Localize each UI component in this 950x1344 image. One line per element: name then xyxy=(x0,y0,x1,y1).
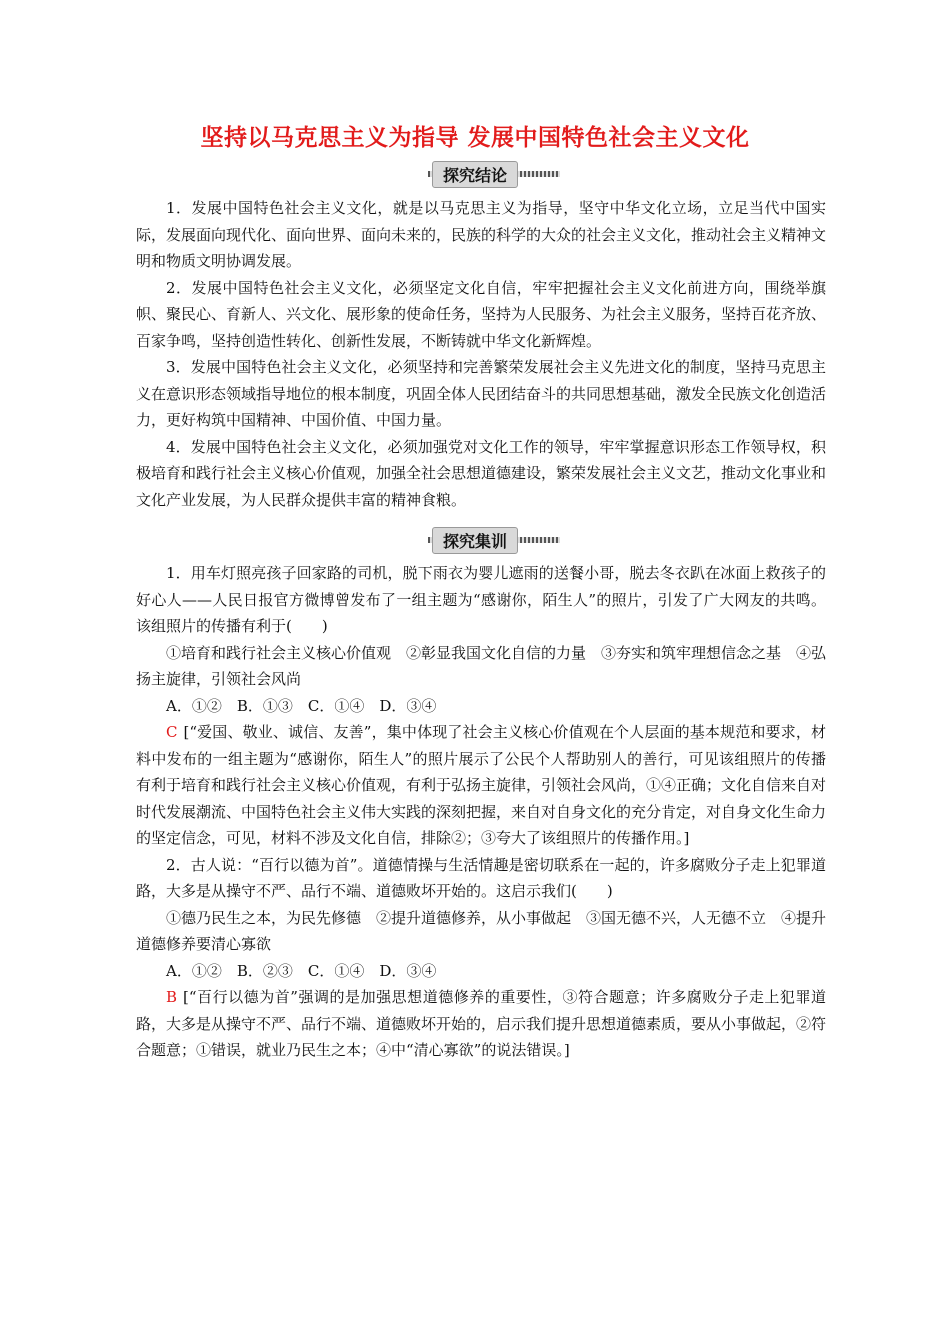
conclusion-item-2: 2．发展中国特色社会主义文化，必须坚定文化自信，牢牢把握社会主义文化前进方向，围绕举旗帜、聚民心、育新人、兴文化、展形象的使命任务，坚持为人民服务、为社会主义服务，坚持百花齐放、百家争鸣，坚持创造性转化、创新性发展，不断铸就中华文化新辉煌。 xyxy=(136,278,827,350)
question-1-options: A．①② B．①③ C．①④ D．③④ xyxy=(166,696,437,715)
question-2-options: A．①② B．②③ C．①④ D．③④ xyxy=(166,961,437,980)
section-header-conclusion xyxy=(0,160,950,188)
question-2-answer: B xyxy=(166,988,178,1006)
question-2-items: ①德乃民生之本，为民先修德 ②提升道德修养，从小事做起 ③国无德不兴，人无德不立 ④提升道德修养要清心寡欲 xyxy=(136,908,827,953)
question-2-explanation xyxy=(136,984,826,1064)
question-2-explanation-text: [“百行以德为首”强调的是加强思想道德修养的重要性，③符合题意；许多腐败分子走上犯罪道路，大多是从操守不严、品行不端、道德败坏开始的，启示我们提升思想道德素质，要从小事做起，②符合题意；①错误，就业乃民生之本；④中“清心寡欲”的说法错误。] xyxy=(136,988,827,1059)
section-label-training: 探究集训 xyxy=(432,527,518,554)
question-1-explanation xyxy=(136,719,826,852)
conclusion-list xyxy=(136,195,826,513)
conclusion-item-3: 3．发展中国特色社会主义文化，必须坚持和完善繁荣发展社会主义先进文化的制度，坚持马克思主义在意识形态领域指导地位的根本制度，巩固全体人民团结奋斗的共同思想基础，激发全民族文化创造活力，更好构筑中国精神、中国价值、中国力量。 xyxy=(136,358,827,429)
training-questions xyxy=(136,560,826,1064)
question-1-explanation-text: [“爱国、敬业、诚信、友善”，集中体现了社会主义核心价值观在个人层面的基本规范和要求，材料中发布的一组主题为“感谢你，陌生人”的照片展示了公民个人帮助别人的善行，可见该组照片的传播有利于培育和践行社会主义核心价值观，有利于弘扬主旋律，引领社会风尚，①④正确；文化自信来自对时代发展潮流、中国特色社会主义伟大实践的深刻把握，来自对自身文化的充分肯定，对自身文化生命力的坚定信念，可见，材料不涉及文化自信，排除②；③夸大了该组照片的传播作用。] xyxy=(136,723,827,847)
conclusion-item-1: 1．发展中国特色社会主义文化，就是以马克思主义为指导，坚守中华文化立场，立足当代中国实际，发展面向现代化、面向世界、面向未来的，民族的科学的大众的社会主义文化，推动社会主义精神文明和物质文明协调发展。 xyxy=(136,199,827,270)
question-1-answer: C xyxy=(166,723,178,741)
document-title: 坚持以马克思主义为指导 发展中国特色社会主义文化 xyxy=(200,125,750,151)
section-header-training xyxy=(0,526,950,554)
conclusion-item-4: 4．发展中国特色社会主义文化，必须加强党对文化工作的领导，牢牢掌握意识形态工作领导权，积极培育和践行社会主义核心价值观，加强全社会思想道德建设，繁荣发展社会主义文艺，推动文化事业和文化产业发展，为人民群众提供丰富的精神食粮。 xyxy=(136,437,827,509)
section-label-conclusion: 探究结论 xyxy=(432,161,518,188)
question-1-items: ①培育和践行社会主义核心价值观 ②彰显我国文化自信的力量 ③夯实和筑牢理想信念之基 ④弘扬主旋律，引领社会风尚 xyxy=(136,643,827,688)
question-1-stem: 1．用车灯照亮孩子回家路的司机，脱下雨衣为婴儿遮雨的送餐小哥，脱去冬衣趴在冰面上救孩子的好心人——人民日报官方微博曾发布了一组主题为“感谢你，陌生人”的照片，引发了广大网友的共鸣。该组照片的传播有利于( ) xyxy=(136,564,826,635)
question-2-stem: 2．古人说：“百行以德为首”。道德情操与生活情趣是密切联系在一起的，许多腐败分子走上犯罪道路，大多是从操守不严、品行不端、道德败坏开始的。这启示我们( ) xyxy=(136,855,826,900)
